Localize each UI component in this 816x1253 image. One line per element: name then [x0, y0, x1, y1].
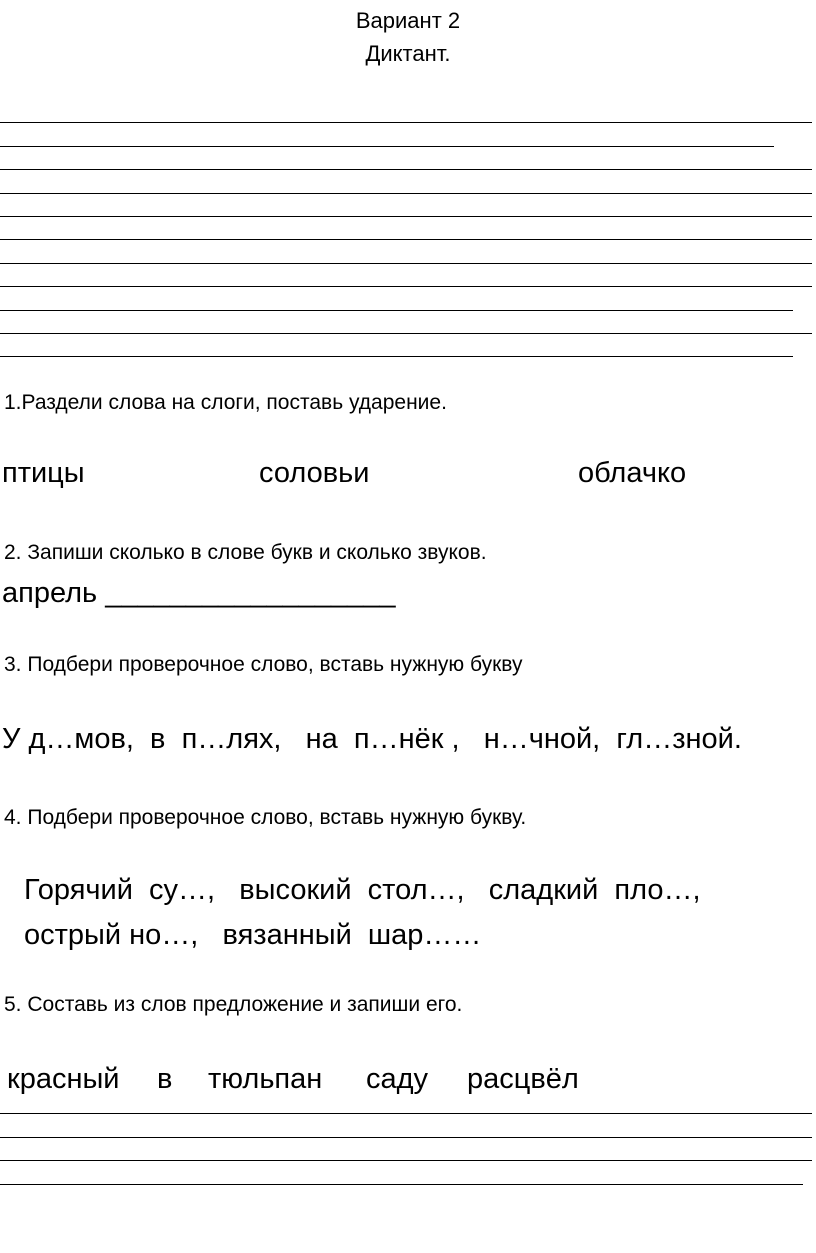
writing-line [0, 146, 774, 147]
task4-exercise-line-1: Горячий су…, высокий стол…, сладкий пло…, [24, 874, 701, 906]
writing-line [0, 263, 812, 264]
task3-exercise-line: У д…мов, в п…лях, на п…нёк , н…чной, гл…зной. [2, 723, 742, 755]
writing-line [0, 193, 812, 194]
answer-blank: __________________ [105, 577, 396, 609]
task5-word: в [157, 1063, 173, 1095]
writing-line [0, 356, 793, 357]
variant-title: Вариант 2 [355, 8, 461, 33]
task4-exercise-line-2: острый но…, вязанный шар…… [24, 919, 482, 951]
writing-line [0, 169, 812, 170]
task5-instruction: 5. Составь из слов предложение и запиши его. [4, 993, 463, 1016]
task5-word: саду [366, 1063, 429, 1095]
writing-line [0, 1113, 812, 1114]
writing-line [0, 286, 812, 287]
writing-line [0, 1137, 812, 1138]
writing-line [0, 239, 812, 240]
task2-instruction: 2. Запиши сколько в слове букв и сколько звуков. [4, 541, 487, 564]
task1-word: соловьи [259, 457, 370, 489]
task4-instruction: 4. Подбери проверочное слово, вставь нужную букву. [4, 806, 527, 829]
task3-instruction: 3. Подбери проверочное слово, вставь нужную букву [4, 653, 523, 676]
writing-line [0, 1160, 812, 1161]
dictation-title: Диктант. [365, 41, 451, 66]
writing-line [0, 216, 812, 217]
task5-word: красный [7, 1063, 120, 1095]
writing-line [0, 122, 812, 123]
task1-word: облачко [578, 457, 687, 489]
task2-word [2, 577, 396, 610]
task2-word-text: апрель [2, 577, 98, 609]
task5-word: тюльпан [208, 1063, 323, 1095]
task1-word: птицы [2, 457, 85, 489]
writing-line [0, 1184, 803, 1185]
task1-instruction: 1.Раздели слова на слоги, поставь ударение. [4, 391, 447, 414]
writing-line [0, 333, 812, 334]
task5-word: расцвёл [467, 1063, 579, 1095]
writing-line [0, 310, 793, 311]
